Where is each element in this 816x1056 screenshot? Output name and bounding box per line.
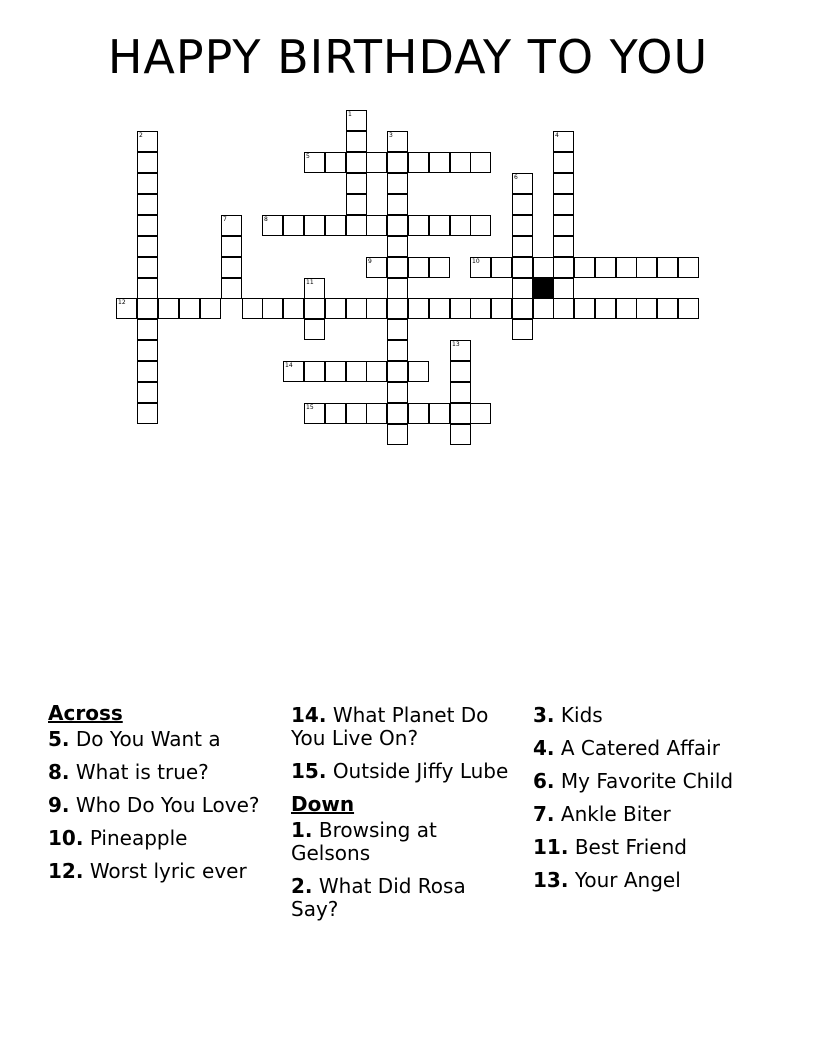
- grid-cell[interactable]: [657, 298, 678, 319]
- grid-cell[interactable]: [221, 278, 242, 299]
- grid-cell[interactable]: [408, 403, 429, 424]
- grid-cell[interactable]: [137, 361, 158, 382]
- grid-cell[interactable]: [137, 215, 158, 236]
- clue-down-7: 7. Ankle Biter: [533, 802, 671, 826]
- grid-cell[interactable]: [283, 298, 304, 319]
- grid-cell[interactable]: [325, 152, 346, 173]
- cell-number: 10: [472, 258, 480, 265]
- grid-cell[interactable]: [450, 424, 471, 445]
- grid-cell[interactable]: [470, 152, 491, 173]
- grid-cell[interactable]: [512, 257, 533, 278]
- black-cell: [533, 277, 554, 298]
- grid-cell[interactable]: [429, 215, 450, 236]
- grid-cell[interactable]: [553, 152, 574, 173]
- cell-number: 2: [139, 132, 143, 139]
- cell-number: 3: [389, 132, 393, 139]
- grid-cell[interactable]: [450, 298, 471, 319]
- grid-cell[interactable]: [137, 382, 158, 403]
- grid-cell[interactable]: [574, 257, 595, 278]
- grid-cell[interactable]: [346, 152, 367, 173]
- page-title: HAPPY BIRTHDAY TO YOU: [107, 30, 709, 84]
- cell-number: 1: [348, 111, 352, 118]
- clue-across-12: 12. Worst lyric ever: [48, 859, 247, 883]
- grid-cell[interactable]: [387, 236, 408, 257]
- grid-cell[interactable]: [137, 257, 158, 278]
- grid-cell[interactable]: [325, 215, 346, 236]
- grid-cell[interactable]: [636, 298, 657, 319]
- cell-number: 15: [306, 404, 314, 411]
- grid-cell[interactable]: [616, 298, 637, 319]
- clue-down-13: 13. Your Angel: [533, 868, 681, 892]
- grid-cell[interactable]: [304, 361, 325, 382]
- clue-across-8: 8. What is true?: [48, 760, 209, 784]
- clue-down-11: 11. Best Friend: [533, 835, 687, 859]
- clue-down-1: 1. Browsing at Gelsons: [291, 818, 437, 865]
- grid-cell[interactable]: [137, 278, 158, 299]
- grid-cell[interactable]: [387, 361, 408, 382]
- grid-cell[interactable]: [179, 298, 200, 319]
- grid-cell[interactable]: [678, 298, 699, 319]
- grid-cell[interactable]: [387, 257, 408, 278]
- grid-cell[interactable]: [553, 194, 574, 215]
- grid-cell[interactable]: [408, 257, 429, 278]
- grid-cell[interactable]: [325, 403, 346, 424]
- grid-cell[interactable]: [450, 361, 471, 382]
- grid-cell[interactable]: [574, 298, 595, 319]
- grid-cell[interactable]: [387, 298, 408, 319]
- grid-cell[interactable]: [137, 340, 158, 361]
- grid-cell[interactable]: [512, 236, 533, 257]
- grid-cell[interactable]: [408, 298, 429, 319]
- grid-cell[interactable]: [553, 173, 574, 194]
- grid-cell[interactable]: [408, 215, 429, 236]
- grid-cell[interactable]: [200, 298, 221, 319]
- grid-cell[interactable]: [137, 236, 158, 257]
- grid-cell[interactable]: [491, 298, 512, 319]
- cell-number: 8: [264, 216, 268, 223]
- cell-number: 6: [514, 174, 518, 181]
- clue-column-3: [533, 704, 761, 902]
- grid-cell[interactable]: [387, 194, 408, 215]
- grid-cell[interactable]: [387, 215, 408, 236]
- grid-cell[interactable]: [470, 403, 491, 424]
- grid-cell[interactable]: [346, 131, 367, 152]
- grid-cell[interactable]: [137, 173, 158, 194]
- grid-cell[interactable]: [387, 173, 408, 194]
- clue-down-2: 2. What Did Rosa Say?: [291, 874, 466, 921]
- grid-cell[interactable]: [636, 257, 657, 278]
- grid-cell[interactable]: [450, 152, 471, 173]
- grid-cell[interactable]: [346, 215, 367, 236]
- grid-cell[interactable]: [366, 403, 387, 424]
- clue-down-3: 3. Kids: [533, 703, 603, 727]
- grid-cell[interactable]: [450, 215, 471, 236]
- grid-cell[interactable]: [346, 298, 367, 319]
- grid-cell[interactable]: [512, 298, 533, 319]
- cell-number: 4: [555, 132, 559, 139]
- clue-down-6: 6. My Favorite Child: [533, 769, 734, 793]
- grid-cell[interactable]: [429, 257, 450, 278]
- grid-cell[interactable]: [491, 257, 512, 278]
- grid-cell[interactable]: [325, 361, 346, 382]
- grid-cell[interactable]: [533, 257, 554, 278]
- grid-cell[interactable]: [325, 298, 346, 319]
- cell-number: 5: [306, 153, 310, 160]
- grid-cell[interactable]: [408, 361, 429, 382]
- grid-cell[interactable]: [450, 382, 471, 403]
- grid-cell[interactable]: [158, 298, 179, 319]
- grid-cell[interactable]: [553, 215, 574, 236]
- grid-cell[interactable]: [346, 173, 367, 194]
- grid-cell[interactable]: [387, 340, 408, 361]
- grid-cell[interactable]: [304, 319, 325, 340]
- grid-cell[interactable]: [512, 278, 533, 299]
- grid-cell[interactable]: [366, 298, 387, 319]
- cell-number: 13: [452, 341, 460, 348]
- clue-across-9: 9. Who Do You Love?: [48, 793, 260, 817]
- grid-cell[interactable]: [429, 298, 450, 319]
- grid-cell[interactable]: [242, 298, 263, 319]
- grid-cell[interactable]: [346, 194, 367, 215]
- grid-cell[interactable]: [429, 403, 450, 424]
- cell-number: 11: [306, 279, 314, 286]
- clue-across-14: 14. What Planet Do You Live On?: [291, 703, 489, 750]
- grid-cell[interactable]: [512, 194, 533, 215]
- grid-cell[interactable]: [387, 424, 408, 445]
- grid-cell[interactable]: [595, 298, 616, 319]
- grid-cell[interactable]: [262, 298, 283, 319]
- grid-cell[interactable]: [137, 319, 158, 340]
- grid-cell[interactable]: [657, 257, 678, 278]
- grid-cell[interactable]: [346, 403, 367, 424]
- grid-cell[interactable]: [553, 257, 574, 278]
- grid-cell[interactable]: [387, 319, 408, 340]
- grid-cell[interactable]: [512, 215, 533, 236]
- cell-number: 7: [223, 216, 227, 223]
- crossword-grid: [0, 0, 816, 460]
- clue-down-4: 4. A Catered Affair: [533, 736, 720, 760]
- grid-cell[interactable]: [470, 215, 491, 236]
- clue-across-10: 10. Pineapple: [48, 826, 188, 850]
- grid-cell[interactable]: [304, 215, 325, 236]
- grid-cell[interactable]: [429, 152, 450, 173]
- grid-cell[interactable]: [616, 257, 637, 278]
- grid-cell[interactable]: [137, 194, 158, 215]
- clue-across-15: 15. Outside Jiffy Lube: [291, 759, 509, 783]
- cell-number: 14: [285, 362, 293, 369]
- grid-cell[interactable]: [553, 298, 574, 319]
- grid-cell[interactable]: [553, 278, 574, 299]
- clue-column-2: [291, 704, 519, 931]
- grid-cell[interactable]: [221, 257, 242, 278]
- grid-cell[interactable]: [387, 382, 408, 403]
- grid-cell[interactable]: [470, 298, 491, 319]
- grid-cell[interactable]: [512, 319, 533, 340]
- grid-cell[interactable]: [366, 361, 387, 382]
- cell-number: 9: [368, 258, 372, 265]
- grid-cell[interactable]: [387, 278, 408, 299]
- grid-cell[interactable]: [137, 403, 158, 424]
- grid-cell[interactable]: [387, 152, 408, 173]
- grid-cell[interactable]: [595, 257, 616, 278]
- across-heading: Across: [48, 701, 123, 725]
- clue-column-1: [48, 702, 276, 893]
- grid-cell[interactable]: [366, 152, 387, 173]
- grid-cell[interactable]: [450, 403, 471, 424]
- down-heading: Down: [291, 792, 355, 816]
- grid-cell[interactable]: [533, 298, 554, 319]
- grid-cell[interactable]: [387, 403, 408, 424]
- grid-cell[interactable]: [408, 152, 429, 173]
- grid-cell[interactable]: [304, 298, 325, 319]
- grid-cell[interactable]: [137, 152, 158, 173]
- grid-cell[interactable]: [678, 257, 699, 278]
- grid-cell[interactable]: [283, 215, 304, 236]
- clue-across-5: 5. Do You Want a: [48, 727, 221, 751]
- grid-cell[interactable]: [346, 361, 367, 382]
- grid-cell[interactable]: [553, 236, 574, 257]
- grid-cell[interactable]: [137, 298, 158, 319]
- cell-number: 12: [118, 299, 126, 306]
- grid-cell[interactable]: [221, 236, 242, 257]
- grid-cell[interactable]: [366, 215, 387, 236]
